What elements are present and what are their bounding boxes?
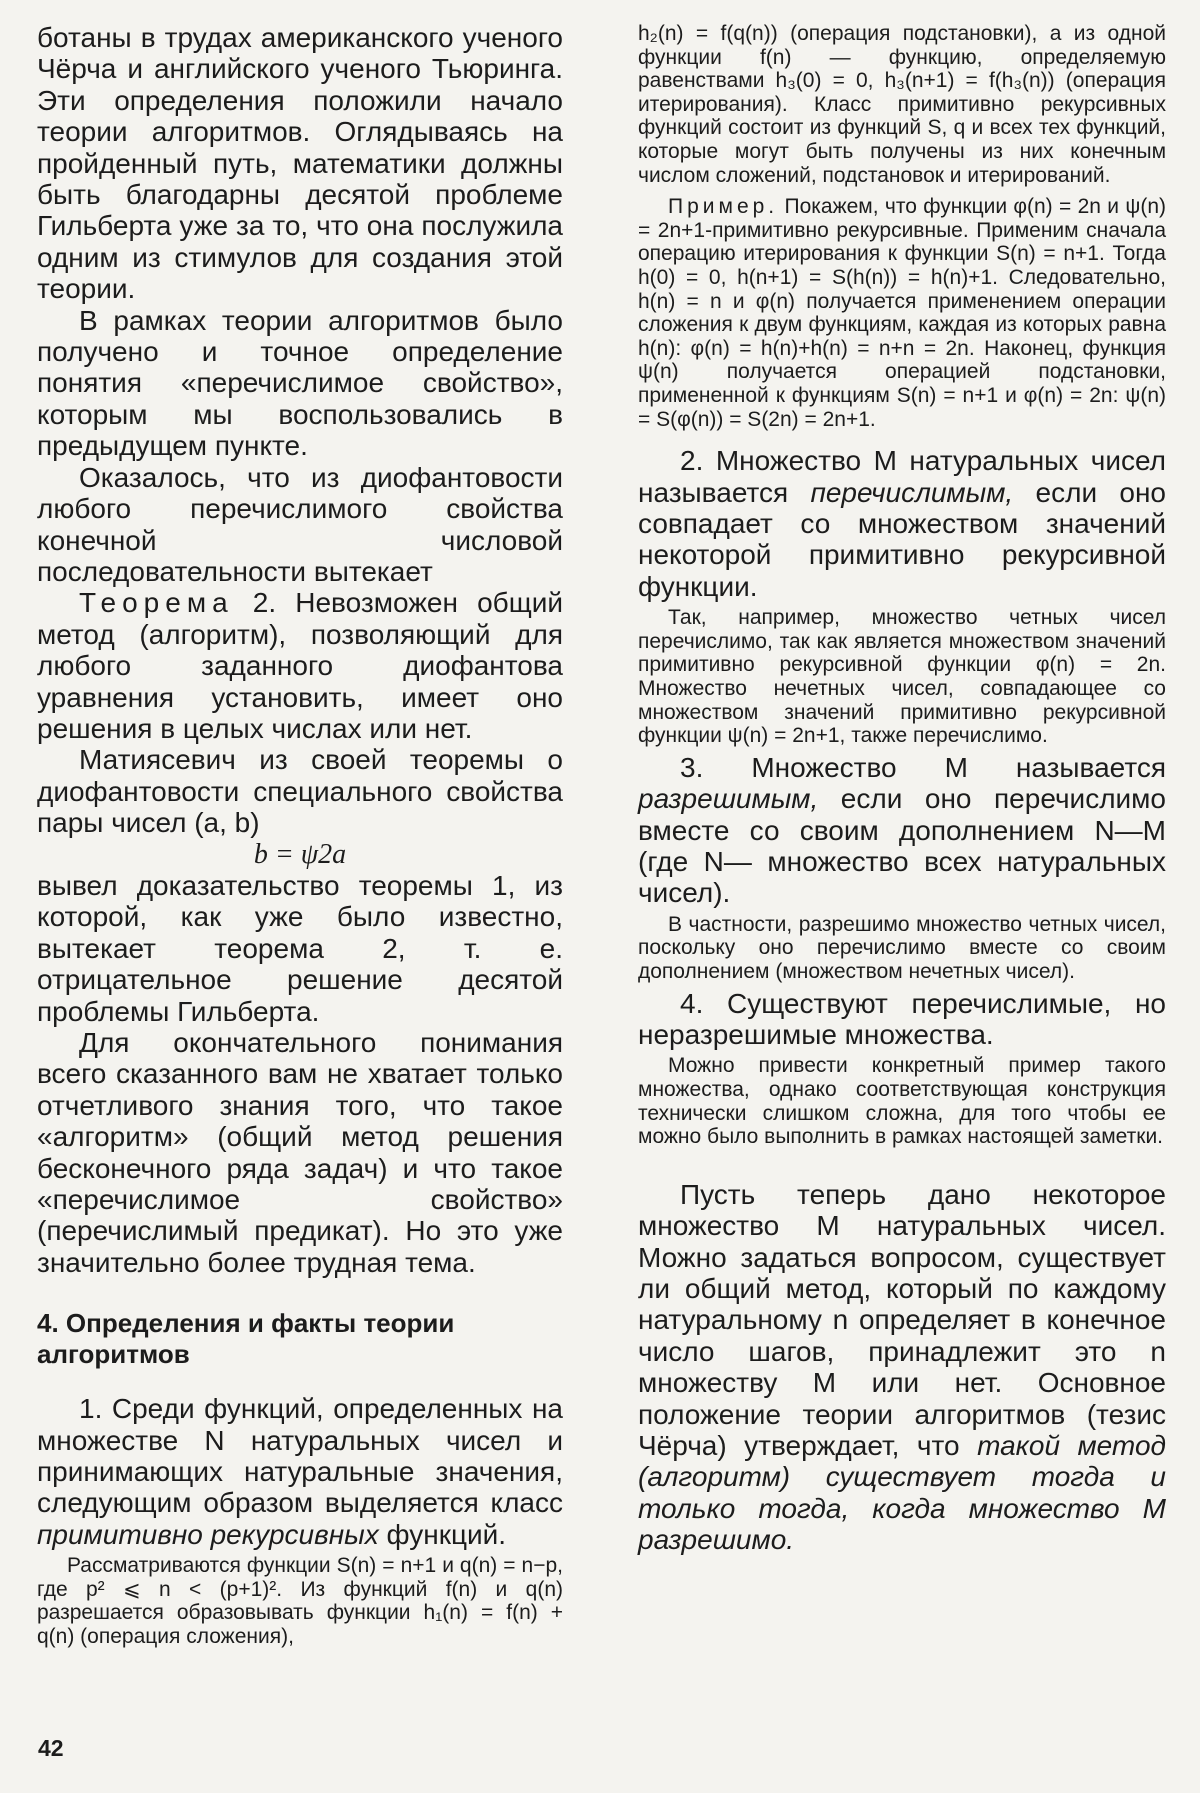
example-even-numbers: Так, например, множество четных чисел перечислимо, так как является множеством значений примитивно рекурсивной функции φ(n) = 2n. Множество нечетных чисел, совпадающее со множеством значений примитивно рекурсивной функции ψ(n) = 2n+1, также перечислимо. bbox=[638, 606, 1166, 748]
example-label: Пример. bbox=[668, 195, 779, 219]
formula-b-psi: b = ψ2a bbox=[253, 838, 347, 870]
paragraph-intro: ботаны в трудах американского ученого Чёрча и английского ученого Тьюринга. Эти определения положили начало теории алгоритмов. Оглядываясь на пройденный путь, математики должны быть благодарны десятой проблеме Гильберта уже за то, что она послужила одним из стимулов для создания этой теории. bbox=[37, 22, 563, 305]
emphasis-enumerable: перечислимым, bbox=[810, 476, 1014, 508]
theorem-text: 2. Невозможен общий метод (алгоритм), позволяющий для любого заданного диофантова уравнения установить, имеет оно решения в целых числах или нет. bbox=[37, 587, 564, 744]
paragraph-primitive-recursive bbox=[37, 1393, 563, 1550]
paragraph-diophantine: Оказалось, что из диофантовости любого перечислимого свойства конечной числовой последовательности вытекает bbox=[37, 461, 563, 587]
section-heading: 4. Определения и факты теории алгоритмов bbox=[37, 1308, 455, 1370]
emphasis-church-thesis: такой метод (алгоритм) существует тогда и только тогда, когда множество M разрешимо. bbox=[638, 1429, 1166, 1556]
paragraph-operations: h₂(n) = f(q(n)) (операция подстановки), а из одной функции f(n) — функцию, определяемую равенствами h₃(0) = 0, h₃(n+1) = f(h₃(n)) (операция итерирования). Класс примитивно рекурсивных функций состоит из функций S, q и всех тех функций, которые могут быть получены из них конечным числом сложений, подстановок и итерирований. bbox=[638, 22, 1166, 187]
right-column bbox=[638, 22, 1166, 1556]
fact-undecidable: 4. Существуют перечислимые, но неразрешимые множества. bbox=[638, 987, 1166, 1050]
text-segment: 2. Множество M натуральных чисел называется bbox=[638, 445, 1166, 508]
emphasis-primitive-recursive: примитивно рекурсивных bbox=[37, 1518, 379, 1550]
paragraph-example bbox=[638, 195, 1166, 431]
paragraph-proof: вывел доказательство теоремы 1, из которой, как уже было известно, вытекает теорема 2, т. е. отрицательное решение десятой проблемы Гильберта. bbox=[37, 869, 563, 1027]
left-column bbox=[37, 22, 563, 1649]
definition-enumerable bbox=[638, 445, 1166, 602]
example-text: Покажем, что функции φ(n) = 2n и ψ(n) = 2n+1-примитивно рекурсивные. Применим сначала операцию итерирования к функции S(n) = n+1. Тогда h(0) = 0, h(n+1) = S(h(n)) = h(n)+1. Следовательно, h(n) = n и φ(n) получается применением операции сложения к двум функциям, каждая из которых равна h(n): φ(n) = h(n)+h(n) = n+n = 2n. Наконец, функция ψ(n) получается операцией подстановки, примененной к функциям S(n) = n+1 и φ(n) = 2n: ψ(n) = S(φ(n)) = S(2n) = 2n+1. bbox=[638, 195, 1166, 431]
paragraph-functions-considered: Рассматриваются функции S(n) = n+1 и q(n) = n−p, где p² ⩽ n < (p+1)². Из функций f(n) и q(n) разрешается образовывать функции h₁(n) = f(n) + q(n) (операция сложения), bbox=[37, 1554, 563, 1649]
paragraph-understanding: Для окончательного понимания всего сказанного вам не хватает только отчетливого знания того, что такое «алгоритм» (общий метод решения бесконечного ряда задач) и что такое «перечислимое свойство» (перечислимый предикат). Но это уже значительно более трудная тема. bbox=[37, 1027, 563, 1278]
text-segment: Пусть теперь дано некоторое множество M натуральных чисел. Можно задаться вопросом, существует ли общий метод, который по каждому натуральному n определяет в конечное число шагов, принадлежит это n множеству M или нет. Основное положение теории алгоритмов (тезис Чёрча) утверждает, что bbox=[638, 1178, 1166, 1461]
example-decidable: В частности, разрешимо множество четных чисел, поскольку оно перечислимо вместе со своим дополнением (множеством нечетных чисел). bbox=[638, 912, 1166, 983]
theorem-2 bbox=[37, 587, 563, 744]
page-number: 42 bbox=[38, 1735, 64, 1761]
text-segment: 3. Множество M называется bbox=[680, 751, 1166, 783]
paragraph-matiyasevich: Матиясевич из своей теоремы о диофантовости специального свойства пары чисел (a, b) bbox=[37, 744, 563, 839]
text-segment: если оно перечислимо вместе со своим дополнением N—M (где N— множество всех натуральных чисел). bbox=[638, 783, 1166, 909]
definition-decidable bbox=[638, 752, 1166, 909]
text-segment: функций. bbox=[378, 1518, 507, 1550]
text-segment: если оно совпадает со множеством значений некоторой примитивно рекурсивной функции. bbox=[638, 476, 1166, 602]
emphasis-decidable: разрешимым, bbox=[638, 783, 819, 815]
paragraph-enumerable-definition: В рамках теории алгоритмов было получено и точное определение понятия «перечислимое свойство», которым мы воспользовались в предыдущем пункте. bbox=[37, 304, 563, 462]
text-segment: 1. Среди функций, определенных на множестве N натуральных чисел и принимающих натуральные значения, следующим образом выделяется класс bbox=[37, 1393, 563, 1519]
note-construction: Можно привести конкретный пример такого множества, однако соответствующая конструкция технически слишком сложна, для того чтобы ее можно было выполнить в рамках настоящей заметки. bbox=[638, 1054, 1166, 1149]
paragraph-church-thesis bbox=[638, 1179, 1166, 1556]
theorem-label: Теорема bbox=[79, 587, 234, 619]
